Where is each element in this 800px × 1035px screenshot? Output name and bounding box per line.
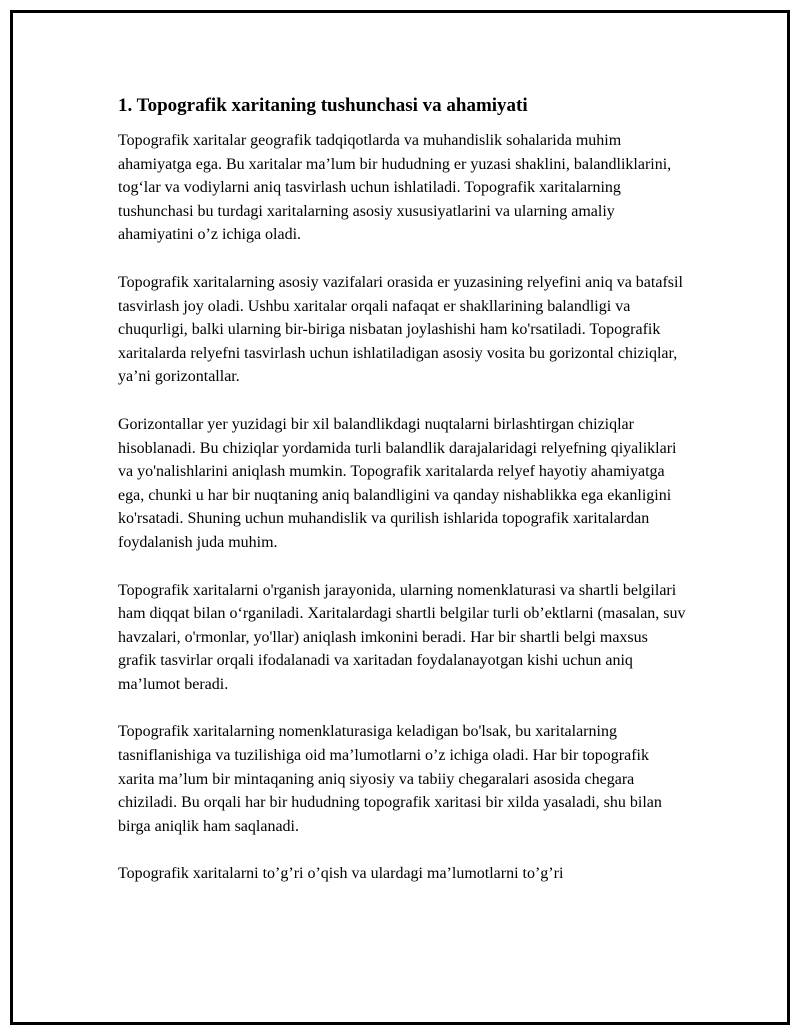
document-body [118, 93, 688, 910]
paragraph-1: Topografik xaritalar geografik tadqiqotlarda va muhandislik sohalarida muhim ahamiyatga ega. Bu xaritalar ma’lum bir hududning er yuzasi shaklini, balandliklarini, tog‘lar va vodiylarni aniq tasvirlash uchun ishlatiladi. Topografik xaritalarning tushunchasi bu turdagi xaritalarning asosiy xususiyatlarini va ularning amaliy ahamiyatini o’z ichiga oladi. [118, 132, 672, 244]
paragraph-6: Topografik xaritalarni to’g’ri o’qish va ulardagi ma’lumotlarni to’g’ri [118, 865, 564, 883]
paragraph-2: Topografik xaritalarning asosiy vazifalari orasida er yuzasining relyefini aniq va batafsil tasvirlash joy oladi. Ushbu xaritalar orqali nafaqat er shakllarining balandligi va chuqurligi, balki ularning bir-biriga nisbatan joylashishi ham ko'rsatiladi. Topografik xaritalarda relyefni tasvirlash uchun ishlatiladigan asosiy vosita bu gorizontal chiziqlar, ya’ni gorizontallar. [118, 273, 683, 386]
paragraph-5: Topografik xaritalarning nomenklaturasiga keladigan bo'lsak, bu xaritalarning tasniflanishiga va tuzilishiga oid ma’lumotlarni o’z ichiga oladi. Har bir topografik xarita ma’lum bir mintaqaning aniq siyosiy va tabiiy chegaralari asosida chegara chiziladi. Bu orqali har bir hududning topografik xaritasi bir xilda yasaladi, shu bilan birga aniqlik ham saqlanadi. [118, 723, 662, 835]
section-heading: 1. Topografik xaritaning tushunchasi va ahamiyati [118, 95, 528, 116]
paragraph-4: Topografik xaritalarni o'rganish jarayonida, ularning nomenklaturasi va shartli belgilari ham diqqat bilan o‘rganiladi. Xaritalardagi shartli belgilar turli ob’ektlarni (masalan, suv havzalari, o'rmonlar, yo'llar) aniqlash imkonini beradi. Har bir shartli belgi maxsus grafik tasvirlar orqali ifodalanadi va xaritadan foydalanayotgan kishi uchun aniq ma’lumot beradi. [118, 581, 686, 693]
paragraph-3: Gorizontallar yer yuzidagi bir xil balandlikdagi nuqtalarni birlashtirgan chiziqlar hisoblanadi. Bu chiziqlar yordamida turli balandlik darajalaridagi relyefning qiyaliklari va yo'nalishlarini aniqlash mumkin. Topografik xaritalarda relyef hayotiy ahamiyatga ega, chunki u har bir nuqtaning aniq balandligini va qanday nishablikka ega ekanligini ko'rsatadi. Shuning uchun muhandislik va qurilish ishlarida topografik xaritalardan foydalanish juda muhim. [118, 415, 677, 551]
